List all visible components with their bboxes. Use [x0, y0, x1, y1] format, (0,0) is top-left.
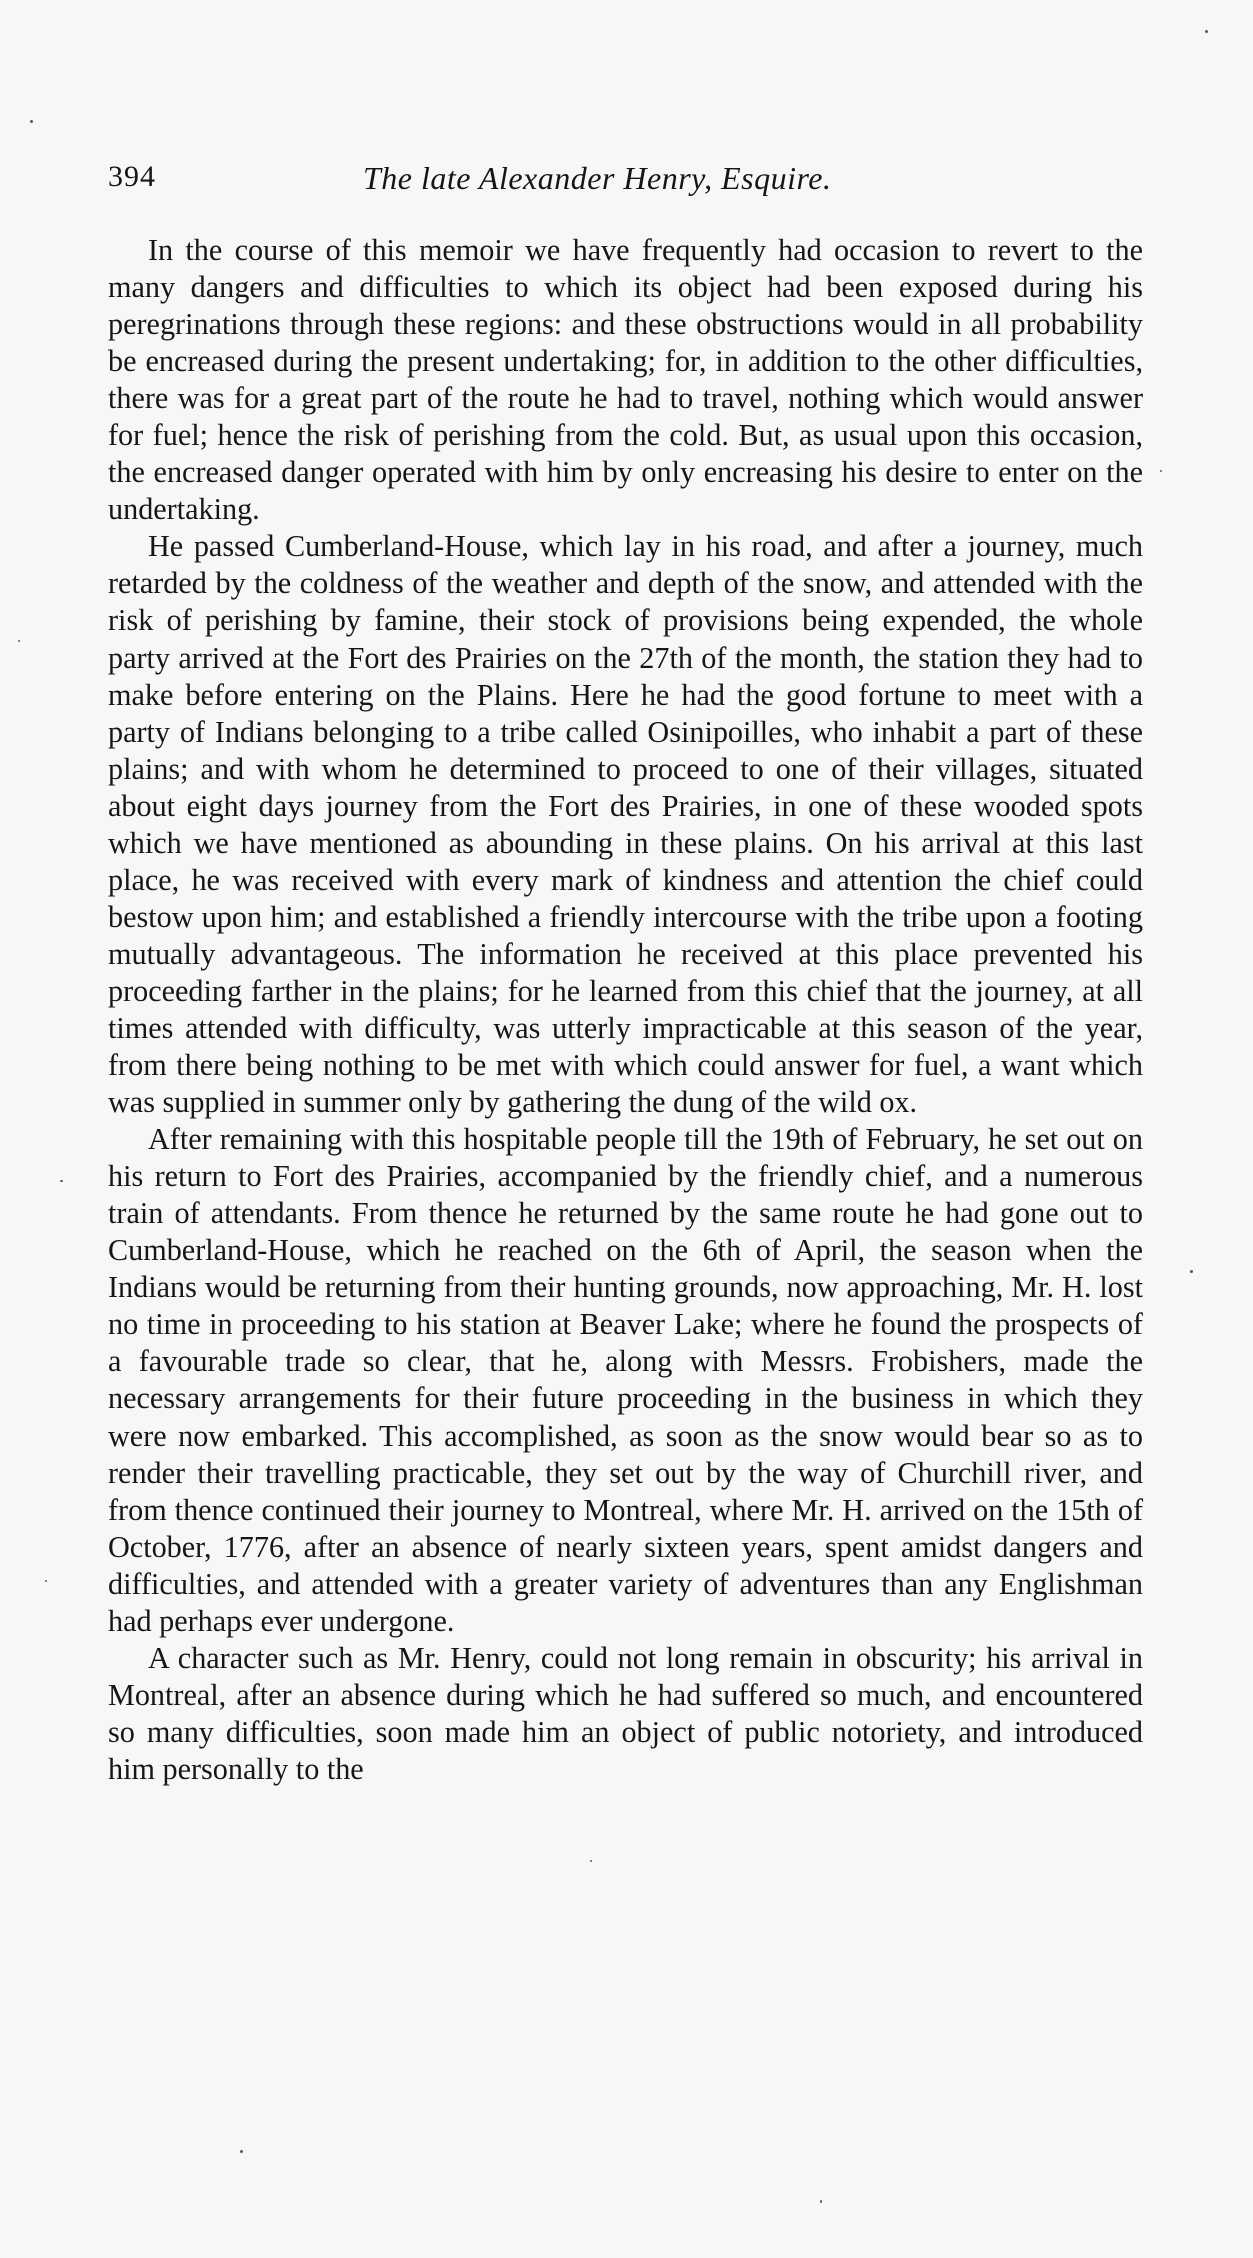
paragraph: After remaining with this hospitable people till the 19th of February, he set out on his return to Fort des Prairies, accompanied by the friendly chief, and a numerous train of attendants. From thence he returned by the same route he had gone out to Cumberland-House, which he reached on the 6th of April, the season when the Indians would be returning from their hunting grounds, now approaching, Mr. H. lost no time in proceeding to his station at Beaver Lake; where he found the prospects of a favourable trade so clear, that he, along with Messrs. Frobishers, made the necessary arrangements for their future proceeding in the business in which they were now embarked. This accomplished, as soon as the snow would bear so as to render their travelling practicable, they set out by the way of Churchill river, and from thence continued their journey to Montreal, where Mr. H. arrived on the 15th of October, 1776, after an absence of nearly sixteen years, spent amidst dangers and difficulties, and attended with a greater variety of adventures than any Englishman had perhaps ever undergone. — [108, 1122, 1143, 1638]
paragraph: He passed Cumberland-House, which lay in his road, and after a journey, much retarded by the coldness of the weather and depth of the snow, and attended with the risk of perishing by famine, their stock of provisions being expended, the whole party arrived at the Fort des Prairies on the 27th of the month, the station they had to make before entering on the Plains. Here he had the good fortune to meet with a party of Indians belonging to a tribe called Osinipoilles, who inhabit a part of these plains; and with whom he determined to proceed to one of their villages, situated about eight days journey from the Fort des Prairies, in one of these wooded spots which we have mentioned as abounding in these plains. On his arrival at this last place, he was received with every mark of kindness and attention the chief could bestow upon him; and established a friendly intercourse with the tribe upon a footing mutually advantageous. The information he received at this place prevented his proceeding farther in the plains; for he learned from this chief that the journey, at all times attended with difficulty, was utterly impracticable at this season of the year, from there being nothing to be met with which could answer for fuel, a want which was supplied in summer only by gathering the dung of the wild ox. — [108, 529, 1143, 1120]
paragraph: A character such as Mr. Henry, could not long remain in obscurity; his arrival in Montreal, after an absence during which he had suffered so much, and encountered so many difficulties, soon made him an object of public notoriety, and introduced him personally to the — [108, 1640, 1143, 1786]
running-header — [108, 160, 1138, 200]
page-number: 394 — [108, 160, 156, 193]
running-title: The late Alexander Henry, Esquire. — [363, 160, 832, 196]
paragraph: In the course of this memoir we have frequently had occasion to revert to the many dangers and difficulties to which its object had been exposed during his peregrinations through these regions: and these obstructions would in all probability be encreased during the present undertaking; for, in addition to the other difficulties, there was for a great part of the route he had to travel, nothing which would answer for fuel; hence the risk of perishing from the cold. But, as usual upon this occasion, the encreased danger operated with him by only encreasing his desire to enter on the undertaking. — [108, 233, 1143, 527]
body-text — [108, 232, 1143, 1788]
